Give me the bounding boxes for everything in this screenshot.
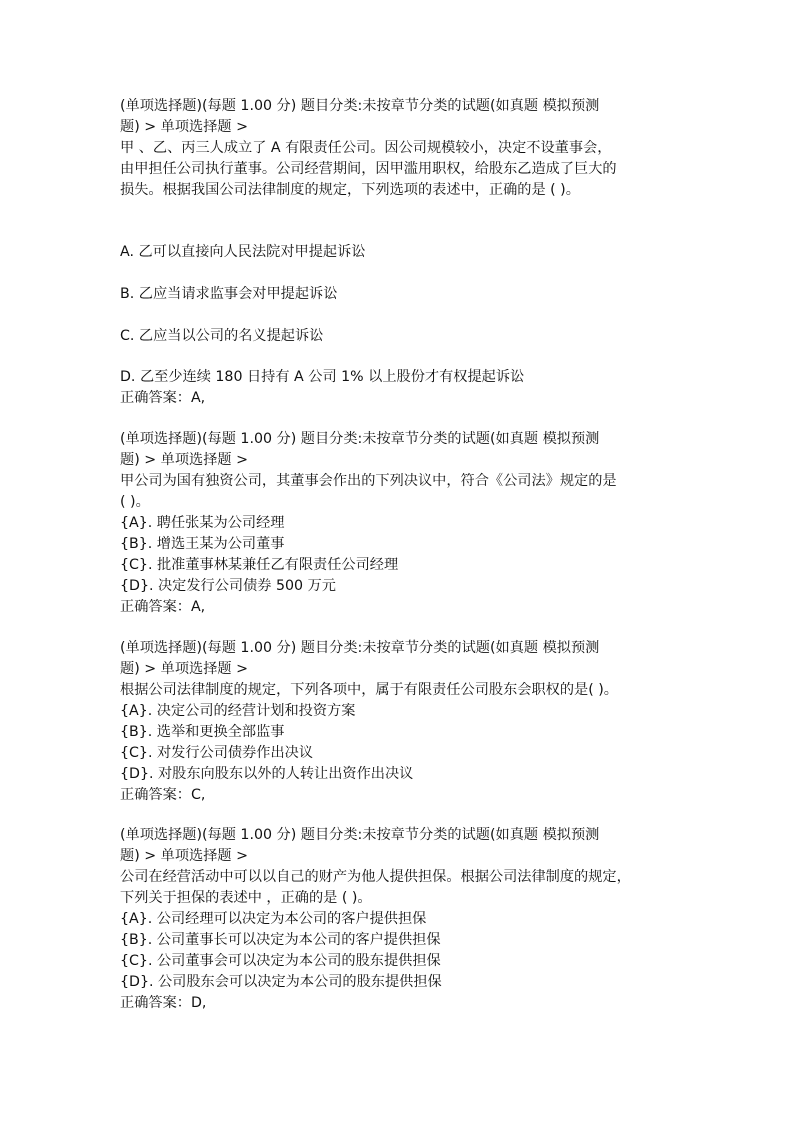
question-header: (单项选择题)(每题 1.00 分) 题目分类:未按章节分类的试题(如真题 模拟预测	[120, 431, 600, 447]
question-header: (单项选择题)(每题 1.00 分) 题目分类:未按章节分类的试题(如真题 模拟预测	[120, 640, 600, 656]
question-stem: 根据公司法律制度的规定，下列各项中，属于有限责任公司股东会职权的是( )。	[120, 682, 618, 698]
option-a: {A}. 聘任张某为公司经理	[120, 515, 285, 531]
option-d: D. 乙至少连续 180 日持有 A 公司 1% 以上股份才有权提起诉讼	[120, 369, 525, 385]
option-c: C. 乙应当以公司的名义提起诉讼	[120, 328, 324, 344]
option-a: {A}. 决定公司的经营计划和投资方案	[120, 703, 356, 719]
option-c: {C}. 对发行公司债券作出决议	[120, 745, 314, 761]
question-category: 题) > 单项选择题 >	[120, 661, 248, 677]
question-stem: 下列关于担保的表述中 ，正确的是 ( )。	[120, 890, 372, 906]
question-stem: 由甲担任公司执行董事。公司经营期间，因甲滥用职权，给股东乙造成了巨大的	[120, 161, 617, 177]
option-c: {C}. 公司董事会可以决定为本公司的股东提供担保	[120, 953, 441, 969]
option-b: {B}. 公司董事长可以决定为本公司的客户提供担保	[120, 932, 441, 948]
option-d: {D}. 决定发行公司债券 500 万元	[120, 578, 336, 594]
correct-answer: 正确答案：D,	[120, 995, 207, 1011]
option-b: {B}. 选举和更换全部监事	[120, 724, 285, 740]
question-stem: 甲 、乙、丙三人成立了 A 有限责任公司。因公司规模较小，决定不设董事会，	[120, 140, 612, 156]
option-d: {D}. 公司股东会可以决定为本公司的股东提供担保	[120, 974, 442, 990]
option-c: {C}. 批准董事林某兼任乙有限责任公司经理	[120, 557, 399, 573]
question-header: (单项选择题)(每题 1.00 分) 题目分类:未按章节分类的试题(如真题 模拟预测	[120, 827, 600, 843]
option-a: A. 乙可以直接向人民法院对甲提起诉讼	[120, 244, 366, 260]
question-stem: 甲公司为国有独资公司，其董事会作出的下列决议中，符合《公司法》规定的是	[120, 473, 617, 489]
correct-answer: 正确答案：C,	[120, 787, 206, 803]
question-header: (单项选择题)(每题 1.00 分) 题目分类:未按章节分类的试题(如真题 模拟预测	[120, 98, 600, 114]
question-category: 题) > 单项选择题 >	[120, 452, 248, 468]
correct-answer: 正确答案：A,	[120, 599, 206, 615]
question-stem: 公司在经营活动中可以以自己的财产为他人提供担保。根据公司法律制度的规定，	[120, 869, 631, 885]
correct-answer: 正确答案：A,	[120, 390, 206, 406]
option-a: {A}. 公司经理可以决定为本公司的客户提供担保	[120, 911, 427, 927]
option-b: {B}. 增选王某为公司董事	[120, 536, 285, 552]
question-stem: 损失。根据我国公司法律制度的规定，下列选项的表述中，正确的是 ( )。	[120, 182, 580, 198]
question-category: 题) > 单项选择题 >	[120, 119, 248, 135]
question-category: 题) > 单项选择题 >	[120, 848, 248, 864]
question-stem: ( )。	[120, 494, 150, 510]
option-b: B. 乙应当请求监事会对甲提起诉讼	[120, 286, 338, 302]
option-d: {D}. 对股东向股东以外的人转让出资作出决议	[120, 766, 414, 782]
